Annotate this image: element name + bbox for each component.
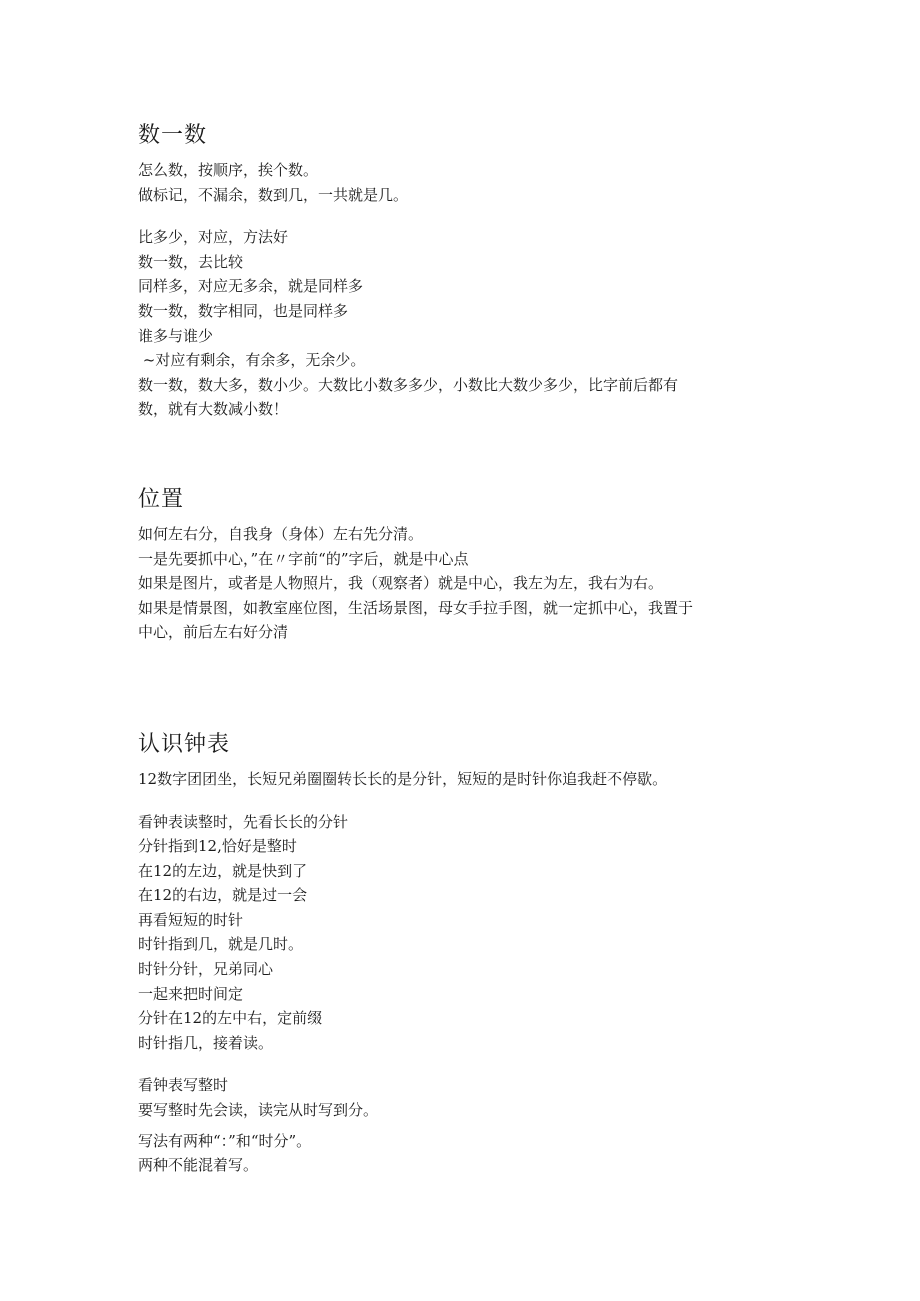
text-line: 分针指到12,恰好是整时 <box>138 837 297 856</box>
text-line: 数一数，去比较 <box>138 252 244 271</box>
text-line: 如果是情景图，如教室座位图，生活场景图，母女手拉手图，就一定抓中心，我置于 <box>138 598 694 617</box>
text-line: 怎么数，按顺序，挨个数。 <box>138 161 319 179</box>
document-page <box>138 122 778 1178</box>
text-line: 写法有两种“：”和“时分”。 <box>138 1131 312 1150</box>
text-line: 要写整时先会读，读完从时写到分。 <box>138 1101 379 1120</box>
text-line: 谁多与谁少 <box>138 326 214 345</box>
section-title-position: 位置 <box>138 486 185 512</box>
section-title-clock: 认识钟表 <box>138 731 231 757</box>
text-line: 时针分针，兄弟同心 <box>138 960 274 979</box>
text-line: 时针指到几，就是几时。 <box>138 935 304 954</box>
text-line: 在12的左边，就是快到了 <box>138 861 308 880</box>
text-line: 再看短短的时针 <box>138 910 244 929</box>
text-line: 一是先要抓中心，”在〃字前“的”字后，就是中心点 <box>138 549 469 568</box>
text-line: 数一数，数大多，数小少。大数比小数多多少，小数比大数少多少，比字前后都有 <box>138 375 679 394</box>
text-line: 中心，前后左右好分清 <box>138 623 289 642</box>
text-line: 看钟表读整时，先看长长的分针 <box>138 812 349 831</box>
text-line: 如果是图片，或者是人物照片，我（观察者）就是中心，我左为左，我右为右。 <box>138 574 664 593</box>
text-line: 12数字团团坐，长短兄弟圈圈转长长的是分针，短短的是时针你追我赶不停歇。 <box>138 769 668 788</box>
text-line: 做标记，不漏余，数到几，一共就是几。 <box>138 185 409 204</box>
text-line: 一起来把时间定 <box>138 984 244 1003</box>
text-line: 分针在12的左中右，定前缀 <box>138 1009 323 1028</box>
text-line: 比多少，对应，方法好 <box>138 228 289 247</box>
section-title-count: 数一数 <box>138 123 208 148</box>
text-line: 时针指几，接着读。 <box>138 1033 274 1052</box>
text-line: 数，就有大数减小数！ <box>138 400 289 419</box>
text-line: 同样多，对应无多余，就是同样多 <box>138 277 364 296</box>
text-line: 看钟表写整时 <box>138 1076 229 1095</box>
text-line: 在12的右边，就是过一会 <box>138 886 308 905</box>
text-line: ~对应有剩余，有余多，无余少。 <box>138 351 366 370</box>
text-line: 数一数，数字相同，也是同样多 <box>138 301 349 320</box>
text-line: 两种不能混着写。 <box>138 1156 259 1175</box>
text-line: 如何左右分，自我身（身体）左右先分清。 <box>138 524 424 543</box>
